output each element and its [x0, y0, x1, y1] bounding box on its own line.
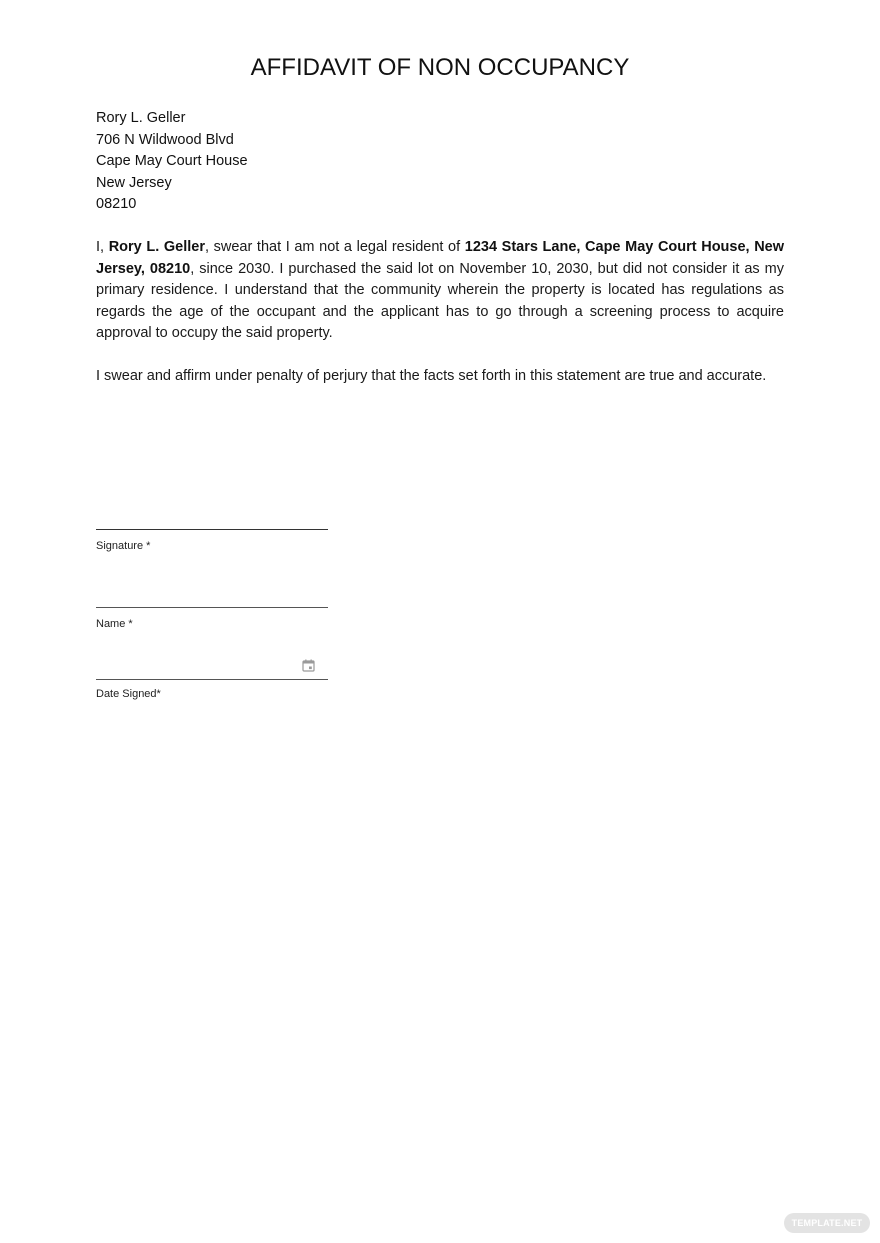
statement-middle: , swear that I am not a legal resident of — [204, 239, 465, 255]
address-name: Rory L. Geller — [96, 110, 186, 126]
address-block — [96, 108, 248, 216]
address-street: 706 N Wildwood Blvd — [96, 131, 234, 148]
name-label: Name * — [96, 618, 133, 630]
statement-paragraph — [96, 237, 784, 345]
address-city: Cape May Court House — [96, 153, 248, 170]
affirmation-paragraph: I swear and affirm under penalty of perjury that the facts set forth in this statement are true and accurate. — [96, 368, 767, 384]
name-line — [96, 607, 328, 608]
statement-affiant: Rory L. Geller — [108, 239, 205, 255]
document-title: AFFIDAVIT OF NON OCCUPANCY — [250, 54, 630, 81]
template-watermark: TEMPLATE.NET — [784, 1213, 870, 1233]
statement-suffix: , since 2030. I purchased the said lot on November 10, 2030, but did not consider it as my primary residence. I understand that the community wherein the property is located has regulations as regards the age of the occupant and the applicant has to go through a screening process to acquire approval to occupy the said property. — [96, 260, 784, 342]
signature-label: Signature * — [96, 540, 151, 552]
address-zip: 08210 — [96, 196, 137, 213]
name-input[interactable] — [96, 577, 328, 607]
statement-prefix: I, — [96, 239, 109, 255]
calendar-icon[interactable] — [302, 659, 315, 672]
signature-line — [96, 529, 328, 530]
signature-input[interactable] — [96, 498, 328, 528]
date-signed-line — [96, 679, 328, 680]
date-signed-input[interactable] — [96, 648, 296, 678]
statement-property: 1234 Stars Lane, Cape May Court House, New Jersey, 08210 — [96, 239, 785, 277]
address-state: New Jersey — [96, 174, 172, 191]
date-signed-label: Date Signed* — [96, 688, 161, 700]
